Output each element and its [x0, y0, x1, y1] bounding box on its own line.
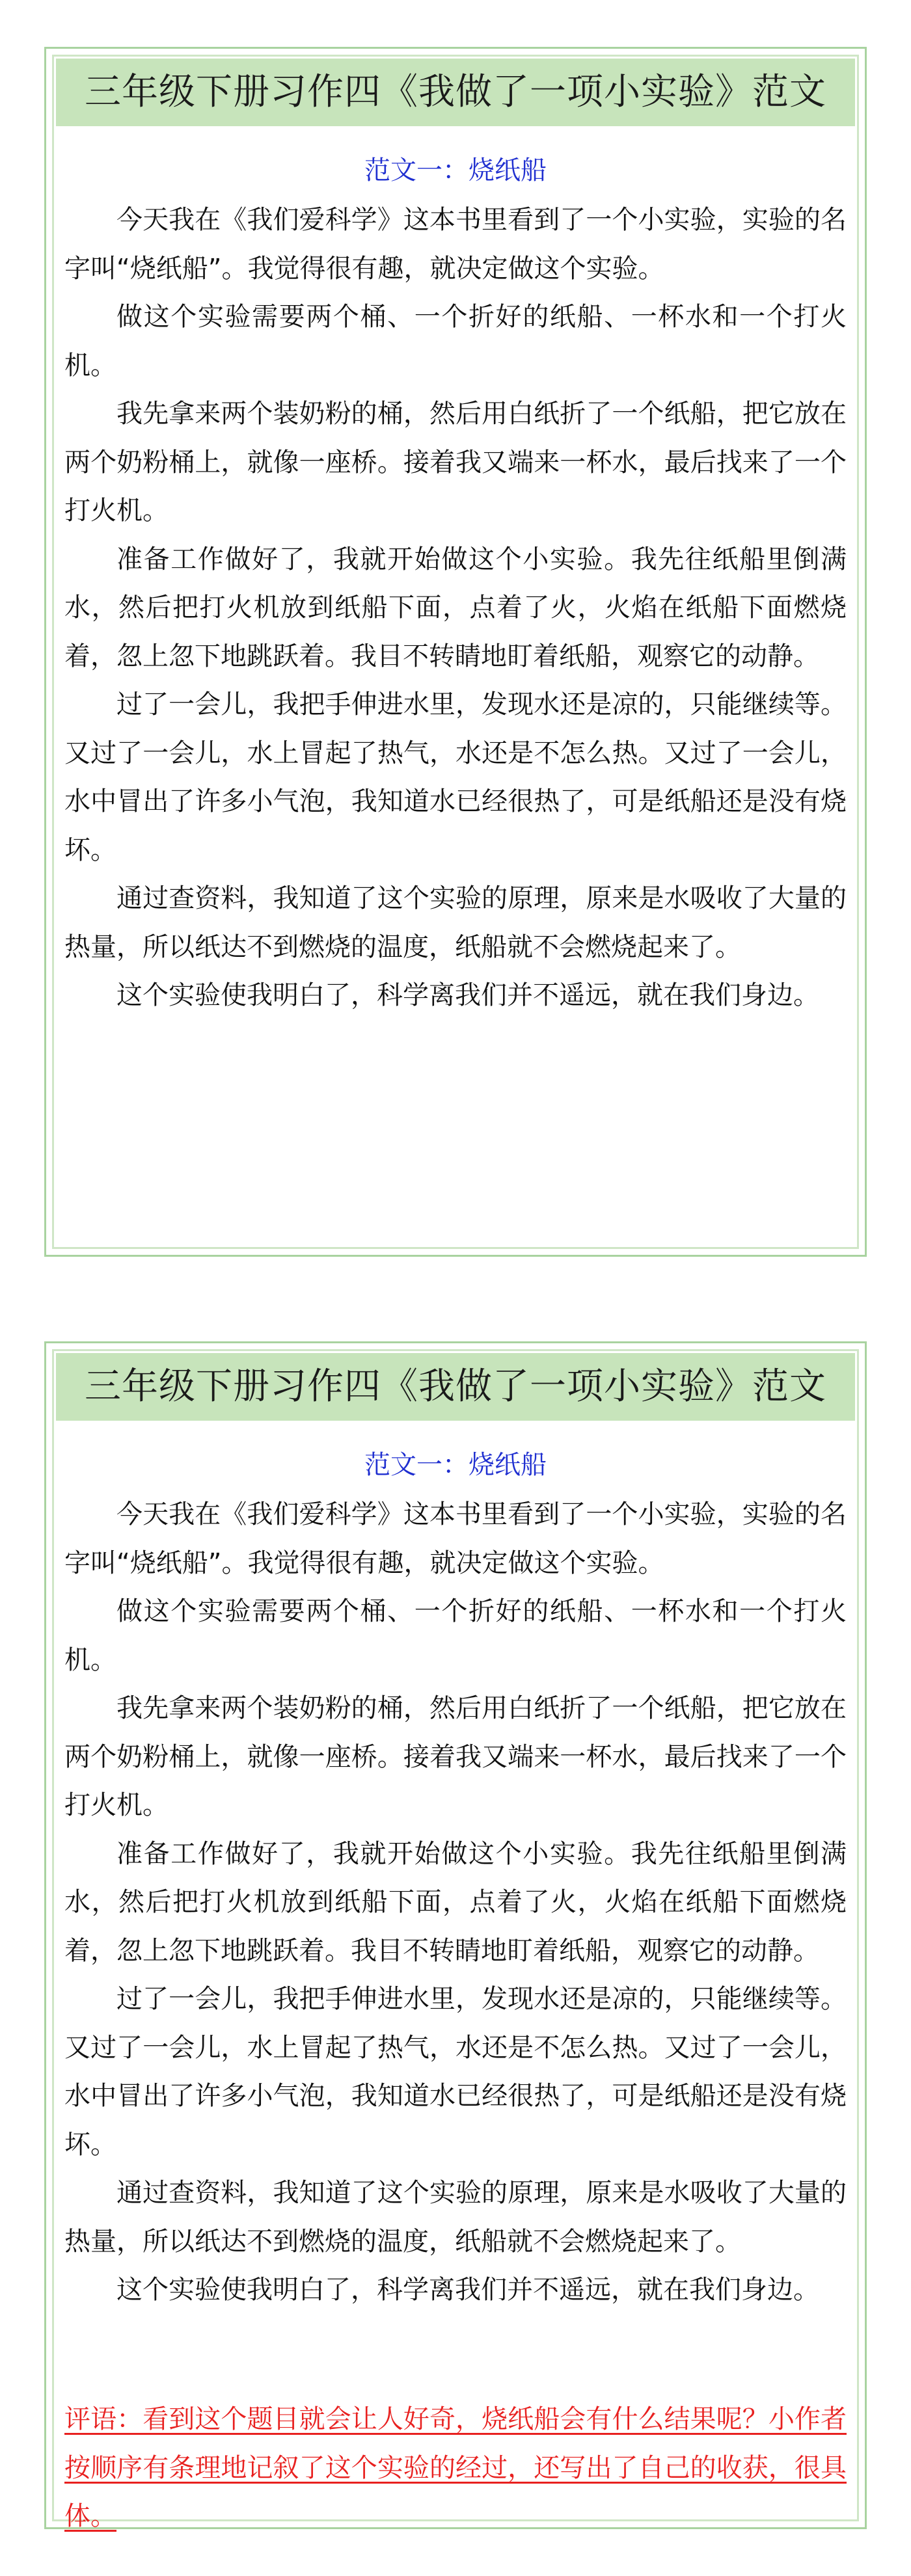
essay-body [64, 196, 847, 1020]
essay-paragraph: 做这个实验需要两个桶、一个折好的纸船、一杯水和一个打火机。 [64, 302, 847, 381]
essay-subtitle: 范文一：烧纸船 [364, 1450, 547, 1480]
essay-paragraph: 今天我在《我们爱科学》这本书里看到了一个小实验，实验的名字叫“烧纸船”。我觉得很有趣，就决定做这个实验。 [64, 1499, 847, 1578]
essay-paragraph: 这个实验使我明白了，科学离我们并不遥远，就在我们身边。 [116, 2275, 819, 2305]
essay-paragraph: 通过查资料，我知道了这个实验的原理，原来是水吸收了大量的热量，所以纸达不到燃烧的温度，纸船就不会燃烧起来了。 [64, 2178, 847, 2257]
essay-card-1 [44, 47, 867, 1257]
essay-paragraph: 准备工作做好了，我就开始做这个小实验。我先往纸船里倒满水，然后把打火机放到纸船下面，点着了火，火焰在纸船下面燃烧着，忽上忽下地跳跃着。我目不转睛地盯着纸船，观察它的动静。 [64, 1838, 847, 1966]
essay-subtitle: 范文一：烧纸船 [364, 155, 547, 185]
essay-paragraph: 过了一会儿，我把手伸进水里，发现水还是凉的，只能继续等。又过了一会儿，水上冒起了热气，水还是不怎么热。又过了一会儿，水中冒出了许多小气泡，我知道水已经很热了，可是纸船还是没有烧坏。 [64, 690, 847, 865]
essay-paragraph: 这个实验使我明白了，科学离我们并不遥远，就在我们身边。 [116, 980, 819, 1010]
essay-paragraph: 过了一会儿，我把手伸进水里，发现水还是凉的，只能继续等。又过了一会儿，水上冒起了热气，水还是不怎么热。又过了一会儿，水中冒出了许多小气泡，我知道水已经很热了，可是纸船还是没有烧坏。 [64, 1984, 847, 2160]
essay-paragraph: 做这个实验需要两个桶、一个折好的纸船、一杯水和一个打火机。 [64, 1596, 847, 1675]
card-title: 三年级下册习作四《我做了一项小实验》范文 [56, 59, 855, 126]
essay-paragraph: 我先拿来两个装奶粉的桶，然后用白纸折了一个纸船，把它放在两个奶粉桶上，就像一座桥。接着我又端来一杯水，最后找来了一个打火机。 [64, 1693, 847, 1820]
essay-paragraph: 今天我在《我们爱科学》这本书里看到了一个小实验，实验的名字叫“烧纸船”。我觉得很有趣，就决定做这个实验。 [64, 205, 847, 284]
essay-paragraph: 我先拿来两个装奶粉的桶，然后用白纸折了一个纸船，把它放在两个奶粉桶上，就像一座桥。接着我又端来一杯水，最后找来了一个打火机。 [64, 399, 847, 526]
card-title: 三年级下册习作四《我做了一项小实验》范文 [56, 1353, 855, 1421]
essay-card-2 [44, 1341, 867, 2529]
essay-paragraph: 通过查资料，我知道了这个实验的原理，原来是水吸收了大量的热量，所以纸达不到燃烧的温度，纸船就不会燃烧起来了。 [64, 883, 847, 962]
teacher-comment: 评语：看到这个题目就会让人好奇，烧纸船会有什么结果呢？小作者按顺序有条理地记叙了这个实验的经过，还写出了自己的收获，很具体。 [64, 2404, 847, 2531]
essay-body [64, 1490, 847, 2314]
essay-paragraph: 准备工作做好了，我就开始做这个小实验。我先往纸船里倒满水，然后把打火机放到纸船下面，点着了火，火焰在纸船下面燃烧着，忽上忽下地跳跃着。我目不转睛地盯着纸船，观察它的动静。 [64, 544, 847, 671]
